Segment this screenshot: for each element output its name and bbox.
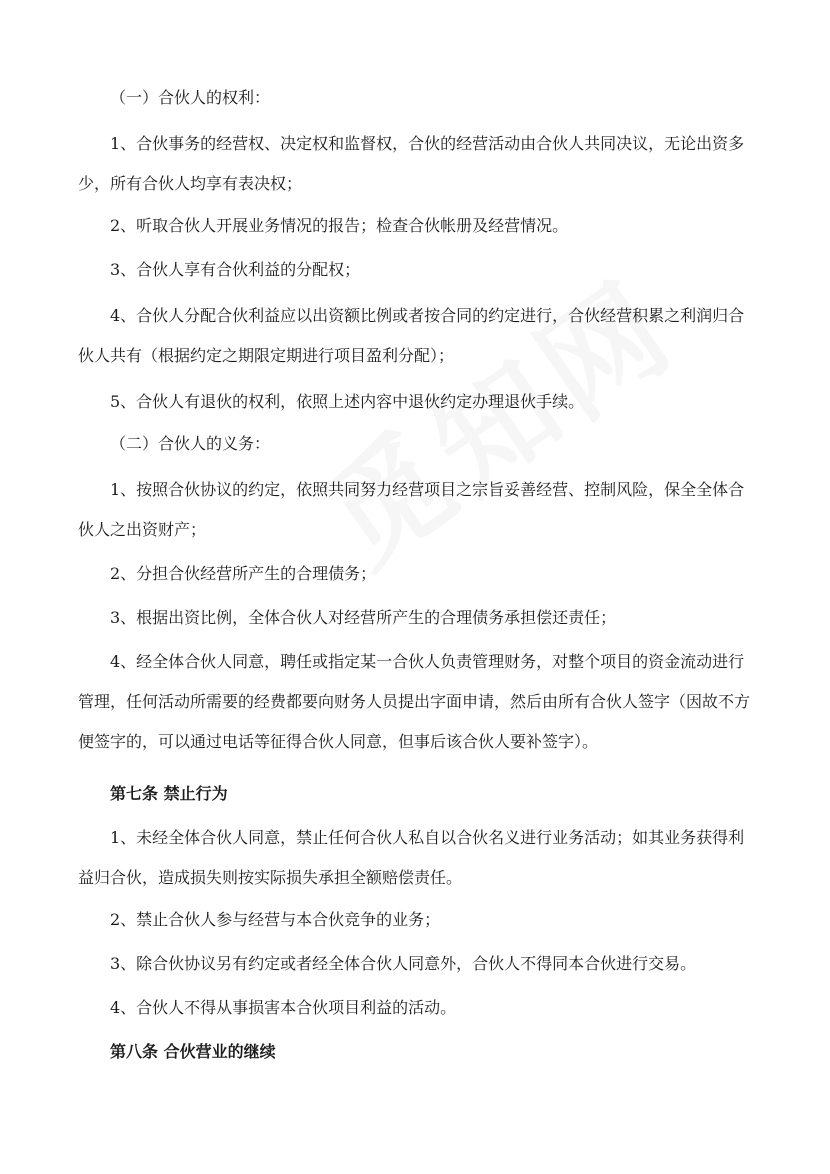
article-7-heading: 第七条 禁止行为 (110, 784, 228, 803)
paragraph-prohibition-4: 4、合伙人不得从事损害本合伙项目利益的活动。 (110, 998, 457, 1017)
paragraph-right-4: 4、合伙人分配合伙利益应以出资额比例或者按合同的约定进行，合伙经营积累之利润归合伙人共有（根据约定之期限定期进行项目盈利分配）； (78, 306, 745, 365)
paragraph-duty-2: 2、分担合伙经营所产生的合理债务； (110, 564, 377, 583)
paragraph-right-1: 1、合伙事务的经营权、决定权和监督权，合伙的经营活动由合伙人共同决议，无论出资多少，所有合伙人均享有表决权； (78, 134, 745, 193)
paragraph-rights-heading: （一）合伙人的权利： (110, 88, 271, 107)
paragraph-prohibition-2: 2、禁止合伙人参与经营与本合伙竞争的业务； (110, 910, 441, 929)
paragraph-prohibition-1: 1、未经全体合伙人同意，禁止任何合伙人私自以合伙名义进行业务活动；如其业务获得利益归合伙，造成损失则按实际损失承担全额赔偿责任。 (78, 828, 745, 887)
paragraph-right-2: 2、听取合伙人开展业务情况的报告；检查合伙帐册及经营情况。 (110, 216, 569, 235)
paragraph-duties-heading: （二）合伙人的义务： (110, 434, 271, 453)
paragraph-prohibition-3: 3、除合伙协议另有约定或者经全体合伙人同意外，合伙人不得同本合伙进行交易。 (110, 954, 697, 973)
paragraph-duty-3: 3、根据出资比例，全体合伙人对经营所产生的合理债务承担偿还责任； (110, 608, 617, 627)
paragraph-duty-1: 1、按照合伙协议的约定，依照共同努力经营项目之宗旨妥善经营、控制风险，保全全体合伙人之出资财产； (78, 480, 745, 539)
paragraph-right-3: 3、合伙人享有合伙利益的分配权； (110, 260, 361, 279)
article-8-heading: 第八条 合伙营业的继续 (110, 1042, 276, 1061)
paragraph-right-5: 5、合伙人有退伙的权利，依照上述内容中退伙约定办理退伙手续。 (110, 392, 585, 411)
paragraph-duty-4: 4、经全体合伙人同意，聘任或指定某一合伙人负责管理财务，对整个项目的资金流动进行管理，任何活动所需要的经费都要向财务人员提出字面申请，然后由所有合伙人签字（因故不方便签字的，可以通过电话等征得合伙人同意，但事后该合伙人要补签字）。 (78, 652, 751, 751)
